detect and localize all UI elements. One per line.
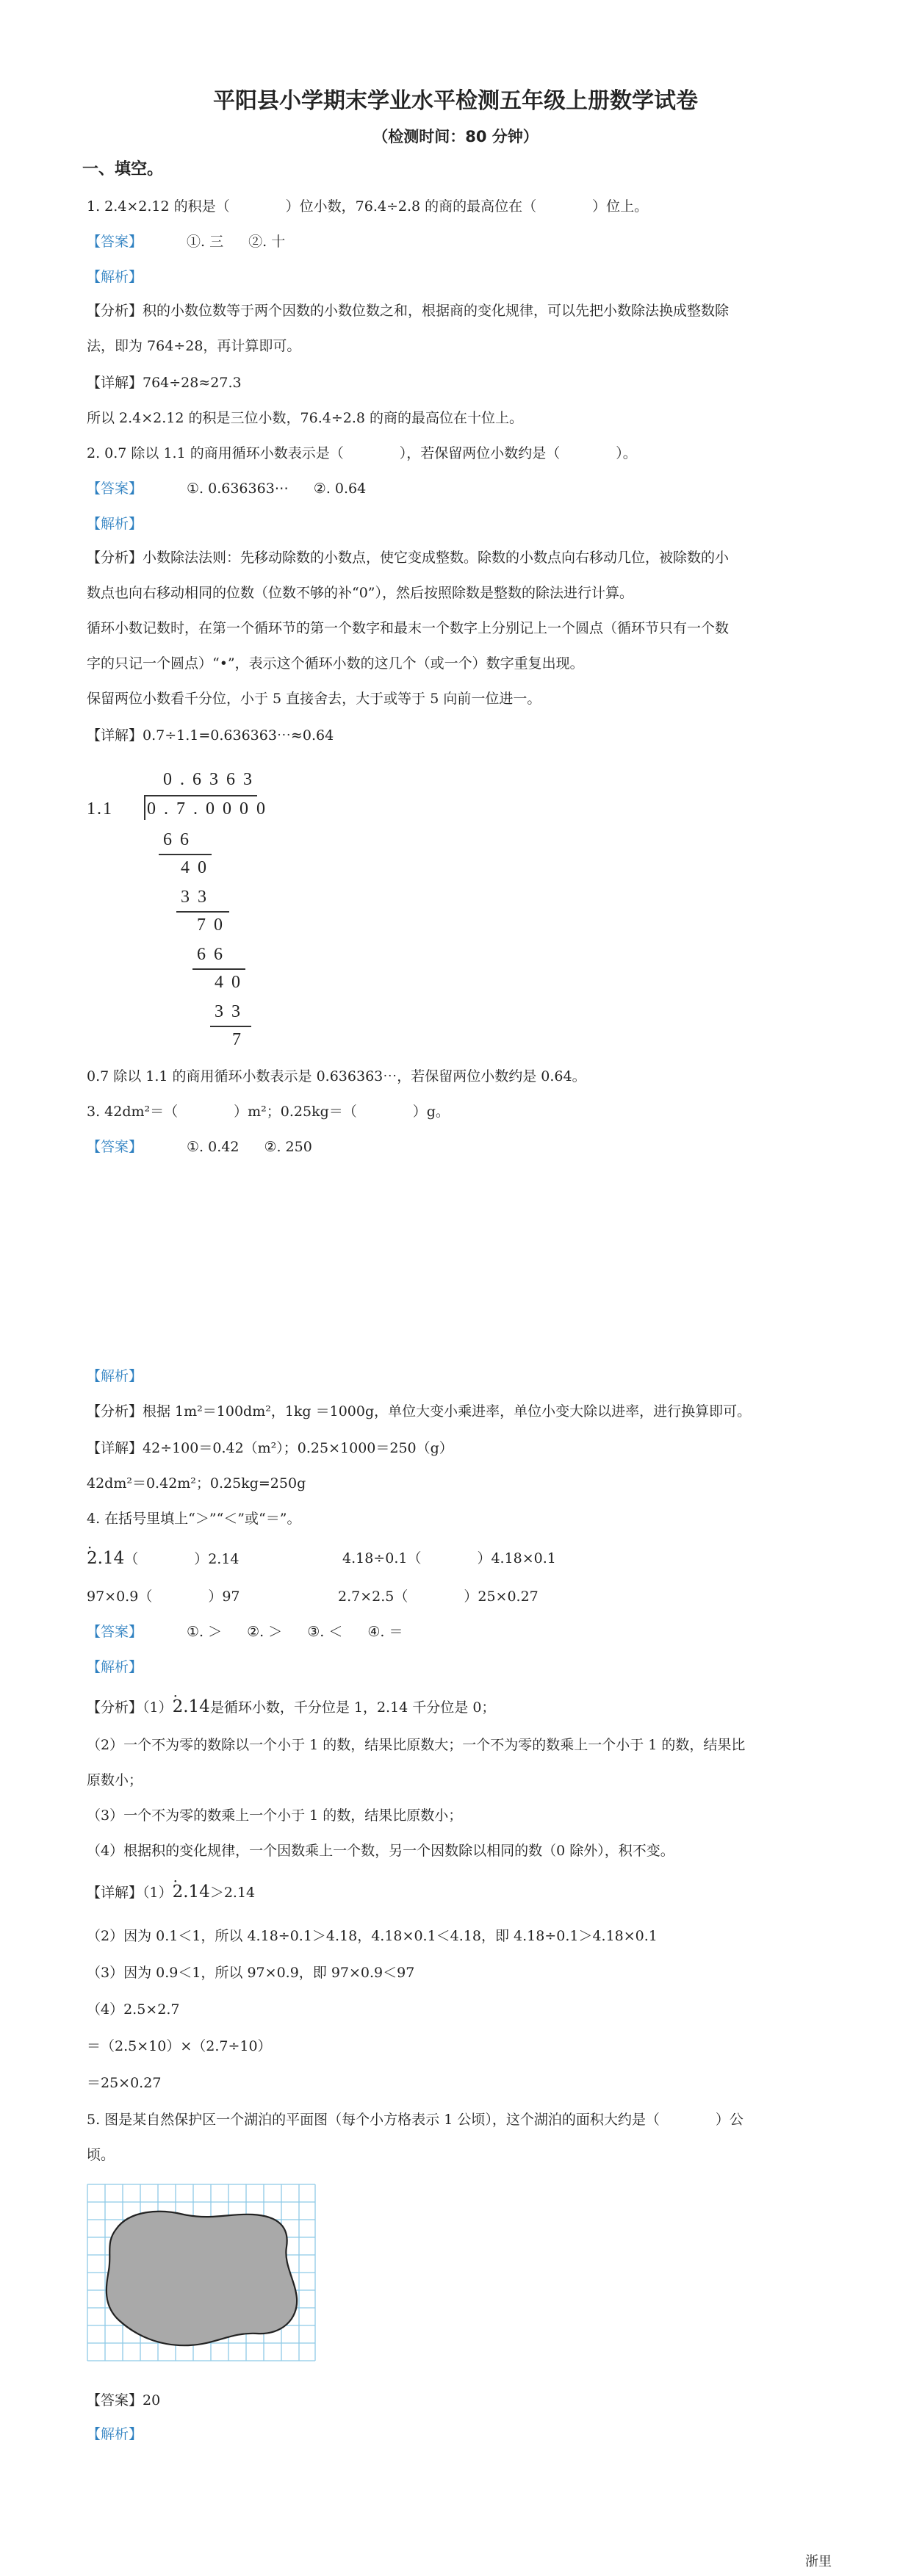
q1-question: 1. 2.4×2.12 的积是（ ）位小数，76.4÷2.8 的商的最高位在（ ）位上。 [87, 198, 649, 215]
division-line [210, 1026, 251, 1027]
section-heading: 一、填空。 [82, 160, 164, 179]
q2-answer-1: ①. 0.636363⋯ [187, 481, 289, 497]
q1-detail: 【详解】764÷28≈27.3 [87, 375, 242, 391]
q2-analysis-label: 【解析】 [87, 516, 143, 532]
repeating-decimal: 2.14 · [173, 1697, 210, 1716]
q1-answer [87, 232, 285, 251]
q4-detail-1 [87, 1882, 255, 1902]
q2-rule-3: 保留两位小数看千分位，小于 5 直接舍去，大于或等于 5 向前一位进一。 [87, 691, 541, 707]
q1-answer-1: ①. 三 [187, 234, 224, 250]
q3-analysis-label: 【解析】 [87, 1368, 143, 1384]
division-bracket [144, 795, 145, 820]
answer-label: 【答案】 [87, 234, 143, 250]
q2-question: 2. 0.7 除以 1.1 的商用循环小数表示是（ ），若保留两位小数约是（ ）。 [87, 445, 637, 461]
division-divisor: 1.1 [87, 799, 113, 819]
q3-detail: 【详解】42÷100＝0.42（m²）；0.25×1000＝250（g） [87, 1440, 453, 1456]
q4-question: 4. 在括号里填上“＞”“＜”或“＝”。 [87, 1511, 301, 1527]
division-line [159, 854, 212, 855]
q1-fenxi-1: 【分析】积的小数位数等于两个因数的小数位数之和，根据商的变化规律，可以先把小数除法换成整数除 [87, 303, 730, 319]
answer-label: 【答案】 [87, 1139, 143, 1155]
division-step: 70 [197, 915, 231, 935]
q2-answer [87, 479, 366, 498]
q2-conclusion: 0.7 除以 1.1 的商用循环小数表示是 0.636363⋯，若保留两位小数约是 0.64。 [87, 1068, 586, 1084]
q4-detail-6: ＝25×0.27 [87, 2075, 162, 2091]
division-step: 33 [181, 888, 215, 907]
page-title: 平阳县小学期末学业水平检测五年级上册数学试卷 [213, 88, 698, 114]
q2-fenxi-2: 数点也向右移动相同的位数（位数不够的补“0”），然后按照除数是整数的除法进行计算。 [87, 585, 634, 601]
q4-item-1 [87, 1549, 240, 1569]
q4-answer-3: ③. ＜ [307, 1624, 343, 1640]
q4-answer-1: ①. ＞ [187, 1624, 223, 1640]
q4-fenxi-2b: 原数小； [87, 1772, 143, 1788]
q2-fenxi-1: 【分析】小数除法法则：先移动除数的小数点，使它变成整数。除数的小数点向右移动几位，被除数的小 [87, 550, 730, 566]
division-step: 66 [163, 830, 197, 849]
q2-answer-2: ②. 0.64 [313, 481, 367, 497]
q5-answer: 【答案】20 [87, 2392, 161, 2408]
q4-answer [87, 1622, 403, 1641]
division-line [192, 968, 245, 970]
q4-answer-2: ②. ＞ [247, 1624, 283, 1640]
q1-fenxi-2: 法，即为 764÷28，再计算即可。 [87, 338, 301, 354]
q4-detail-pre: 【详解】（1） [87, 1885, 173, 1901]
q4-item-3: 97×0.9（ ）97 [87, 1589, 240, 1605]
division-quotient: 0.6363 [163, 770, 260, 789]
q1-conclusion: 所以 2.4×2.12 的积是三位小数，76.4÷2.8 的商的最高位在十位上。 [87, 410, 524, 426]
repeating-decimal: 2.14 · [173, 1882, 210, 1902]
lake-grid-figure [87, 2184, 316, 2361]
q4-analysis-label: 【解析】 [87, 1659, 143, 1675]
division-remainder: 7 [232, 1030, 249, 1049]
footer-watermark: 浙里 [805, 2554, 832, 2569]
q4-detail-4: （4）2.5×2.7 [87, 2001, 180, 2018]
q4-detail-5: ＝（2.5×10）×（2.7÷10） [87, 2038, 272, 2054]
q3-conclusion: 42dm²＝0.42m²；0.25kg=250g [87, 1475, 306, 1492]
q4-detail-post: ＞2.14 [209, 1885, 256, 1901]
answer-label: 【答案】 [87, 481, 143, 497]
q4-fenxi-1-pre: 【分析】（1） [87, 1699, 173, 1716]
q1-analysis-label: 【解析】 [87, 269, 143, 285]
lake-shape [107, 2212, 297, 2345]
division-bar [144, 795, 257, 796]
q2-detail: 【详解】0.7÷1.1=0.636363⋯≈0.64 [87, 727, 334, 744]
q4-answer-4: ④. ＝ [367, 1624, 403, 1640]
exam-duration: （检测时间：80 分钟） [372, 128, 539, 145]
division-step: 33 [215, 1002, 248, 1021]
division-line [176, 911, 229, 913]
division-step: 40 [215, 973, 248, 992]
q4-fenxi-1 [87, 1697, 495, 1717]
q5-question-2: 顷。 [87, 2147, 115, 2163]
q3-answer-2: ②. 250 [264, 1139, 312, 1155]
q2-rule-2: 字的只记一个圆点）“•”，表示这个循环小数的这几个（或一个）数字重复出现。 [87, 655, 584, 672]
q2-rule-1: 循环小数记数时，在第一个循环节的第一个数字和最末一个数字上分别记上一个圆点（循环节只有一个数 [87, 620, 730, 636]
q4-item-2: 4.18÷0.1（ ）4.18×0.1 [342, 1550, 556, 1566]
division-dividend: 0.7.0000 [147, 799, 273, 819]
division-step: 40 [181, 858, 215, 877]
q3-question: 3. 42dm²＝（ ）m²；0.25kg＝（ ）g。 [87, 1104, 450, 1120]
q3-answer [87, 1137, 312, 1156]
q5-analysis-label: 【解析】 [87, 2426, 143, 2442]
q4-detail-3: （3）因为 0.9＜1，所以 97×0.9，即 97×0.9＜97 [87, 1965, 415, 1981]
division-step: 66 [197, 945, 231, 964]
q4-fenxi-4: （4）根据积的变化规律，一个因数乘上一个数，另一个因数除以相同的数（0 除外），积不变。 [87, 1843, 674, 1859]
q4-fenxi-2: （2）一个不为零的数除以一个小于 1 的数，结果比原数大；一个不为零的数乘上一个小于 1 的数，结果比 [87, 1737, 746, 1753]
q4-fenxi-3: （3）一个不为零的数乘上一个小于 1 的数，结果比原数小； [87, 1807, 463, 1824]
answer-label: 【答案】 [87, 1624, 143, 1640]
repeating-decimal: 2.14 · [87, 1549, 124, 1568]
q4-item-4: 2.7×2.5（ ）25×0.27 [338, 1589, 539, 1605]
q4-item-1-rest: （ ）2.14 [124, 1551, 240, 1567]
q3-answer-1: ①. 0.42 [187, 1139, 240, 1155]
q4-fenxi-1-post: 是循环小数，千分位是 1，2.14 千分位是 0； [209, 1699, 496, 1716]
q4-detail-2: （2）因为 0.1＜1，所以 4.18÷0.1＞4.18，4.18×0.1＜4.18，即 4.18÷0.1＞4.18×0.1 [87, 1928, 658, 1944]
q3-fenxi: 【分析】根据 1m²＝100dm²，1kg ＝1000g，单位大变小乘进率，单位小变大除以进率，进行换算即可。 [87, 1403, 752, 1420]
q1-answer-2: ②. 十 [248, 234, 286, 250]
q5-question-1: 5. 图是某自然保护区一个湖泊的平面图（每个小方格表示 1 公顷），这个湖泊的面积大约是（ ）公 [87, 2112, 743, 2128]
